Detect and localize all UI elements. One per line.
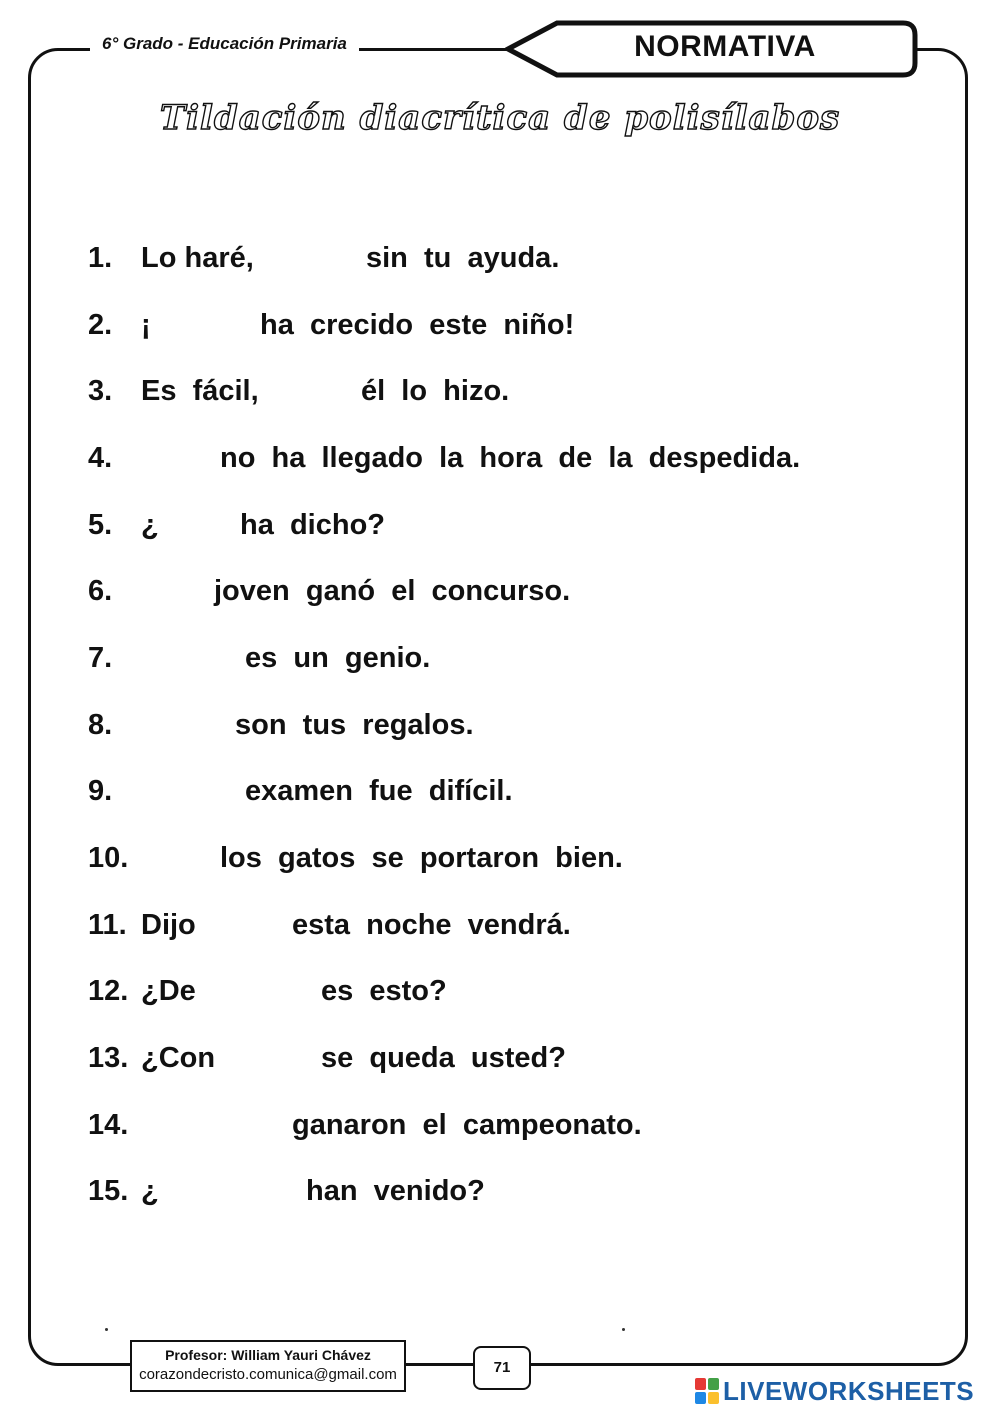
- exercise-text-start: Dijo: [141, 909, 196, 941]
- exercise-text-start: ¿De: [141, 975, 196, 1007]
- exercise-item: [88, 509, 385, 542]
- exercise-text-end: los gatos se portaron bien.: [220, 842, 623, 874]
- exercise-text-end: ganaron el campeonato.: [292, 1109, 642, 1141]
- exercise-number: 13.: [88, 1042, 129, 1074]
- teacher-email: corazondecristo.comunica@gmail.com: [139, 1366, 397, 1383]
- exercise-text-end: él lo hizo.: [361, 375, 510, 407]
- exercise-text-end: son tus regalos.: [235, 709, 474, 741]
- exercise-item: [88, 242, 560, 275]
- exercise-number: 7.: [88, 642, 113, 674]
- exercise-number: 8.: [88, 709, 113, 741]
- exercise-item: [88, 842, 623, 875]
- exercise-number: 12.: [88, 975, 129, 1007]
- exercise-item: [88, 442, 801, 475]
- exercise-item: [88, 375, 510, 408]
- exercise-number: 2.: [88, 309, 113, 341]
- speck: [622, 1328, 625, 1331]
- exercise-text-end: joven ganó el concurso.: [214, 575, 571, 607]
- exercise-text-start: Es fácil,: [141, 375, 259, 407]
- exercise-item: [88, 775, 513, 808]
- exercise-number: 4.: [88, 442, 113, 474]
- exercise-text-start: ¡: [141, 309, 151, 341]
- liveworksheets-text: LIVEWORKSHEETS: [723, 1375, 975, 1406]
- exercise-text-end: es un genio.: [245, 642, 431, 674]
- exercise-item: [88, 1109, 642, 1142]
- exercise-number: 1.: [88, 242, 113, 274]
- exercise-number: 9.: [88, 775, 113, 807]
- exercise-item: [88, 309, 575, 342]
- exercise-text-end: sin tu ayuda.: [366, 242, 560, 274]
- exercise-number: 14.: [88, 1109, 129, 1141]
- exercise-text-end: han venido?: [306, 1175, 485, 1207]
- exercise-text-end: es esto?: [321, 975, 447, 1007]
- exercise-number: 11.: [88, 909, 127, 941]
- exercise-text-end: ha crecido este niño!: [260, 309, 575, 341]
- exercise-number: 10.: [88, 842, 129, 874]
- exercise-number: 3.: [88, 375, 113, 407]
- exercise-text-end: examen fue difícil.: [245, 775, 513, 807]
- exercise-number: 6.: [88, 575, 113, 607]
- exercise-item: [88, 575, 571, 608]
- exercise-number: 15.: [88, 1175, 129, 1207]
- grade-label: 6° Grado - Educación Primaria: [90, 34, 359, 54]
- liveworksheets-logo-icon: [695, 1378, 719, 1404]
- exercise-item: [88, 642, 431, 675]
- teacher-info-box: [130, 1340, 406, 1392]
- liveworksheets-watermark: [695, 1375, 974, 1407]
- exercise-text-end: esta noche vendrá.: [292, 909, 571, 941]
- exercise-item: [88, 709, 474, 742]
- exercise-text-start: ¿: [141, 509, 159, 541]
- exercise-text-start: ¿: [141, 1175, 159, 1207]
- page-number: 71: [473, 1346, 531, 1390]
- exercise-item: [88, 1042, 566, 1075]
- exercise-item: [88, 975, 447, 1008]
- exercise-text-end: no ha llegado la hora de la despedida.: [220, 442, 801, 474]
- exercise-text-end: se queda usted?: [321, 1042, 566, 1074]
- speck: [105, 1328, 108, 1331]
- exercise-text-end: ha dicho?: [240, 509, 385, 541]
- exercise-text-start: ¿Con: [141, 1042, 216, 1074]
- exercise-item: [88, 1175, 485, 1208]
- exercise-item: [88, 909, 571, 942]
- teacher-name: Profesor: William Yauri Chávez: [165, 1347, 371, 1363]
- section-label: NORMATIVA: [634, 30, 816, 63]
- page-title: Tildación diacrítica de polisílabos: [159, 98, 841, 138]
- exercise-number: 5.: [88, 509, 113, 541]
- exercise-text-start: Lo haré,: [141, 242, 254, 274]
